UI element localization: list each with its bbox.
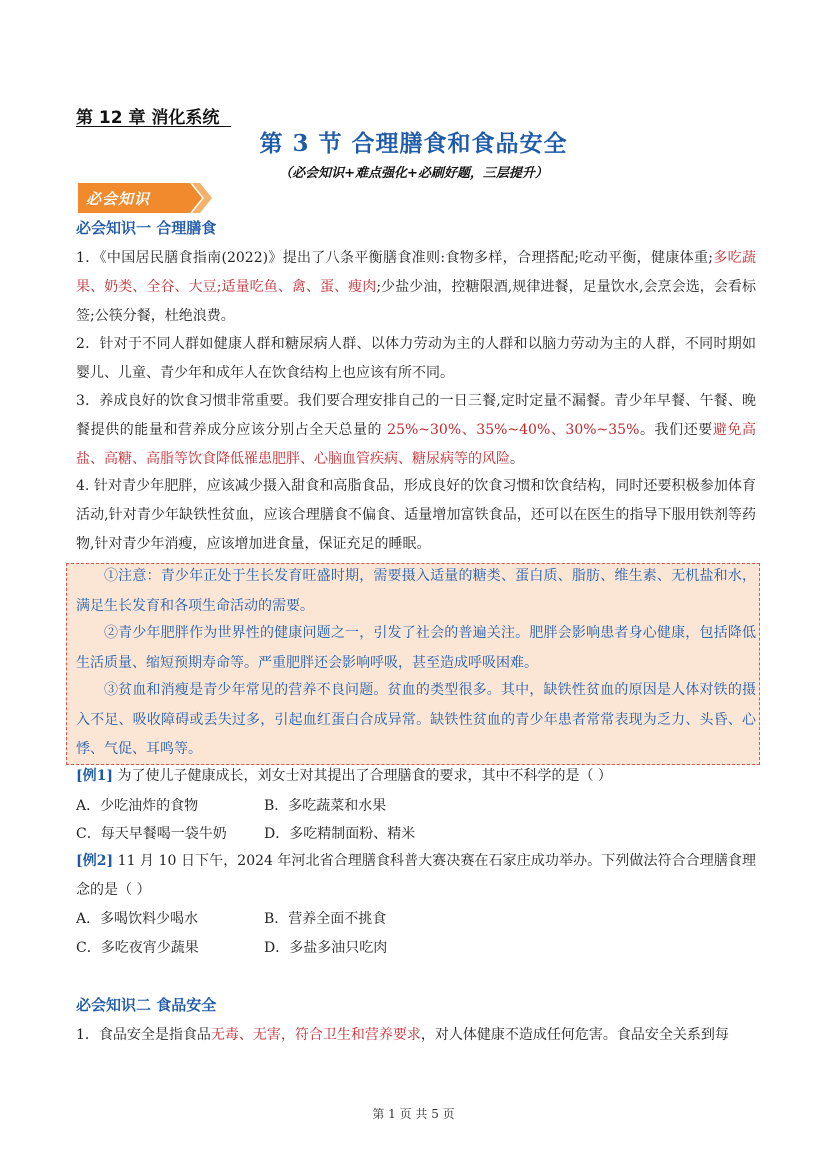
ex1-option-d: D．多吃精制面粉、精米 <box>264 826 416 842</box>
s1-paragraph-3 <box>76 387 756 474</box>
page-title: 第 3 节 合理膳食和食品安全 <box>259 130 568 157</box>
s2-paragraph-1 <box>76 1021 756 1050</box>
section2-heading: 必会知识二 食品安全 <box>76 996 217 1014</box>
note-2: ②青少年肥胖作为世界性的健康问题之一，引发了社会的普遍关注。肥胖会影响患者身心健康，包括降低生活质量、缩短预期寿命等。严重肥胖还会影响呼吸，甚至造成呼吸困难。 <box>76 625 756 671</box>
s2p1-c: ，对人体健康不造成任何危害。食品安全关系到每 <box>420 1027 729 1043</box>
s1p3-a: 3．养成良好的饮食习惯非常重要。我们要合理安排自己的一日三餐,定时定量不漏餐。青少年早餐、午餐、晚餐提供的能量和营养成分应该分别占全天总量的 <box>76 393 756 438</box>
page-subtitle: （必会知识+难点强化+必刷好题，三层提升） <box>279 166 548 181</box>
example-2-text: 11 月 10 日下午，2024 年河北省合理膳食科普大赛决赛在石家庄成功举办。下列做法符合合理膳食理念的是（ ） <box>76 853 756 898</box>
ex2-option-b: B．营养全面不挑食 <box>264 911 387 927</box>
note-3: ③贫血和消瘦是青少年常见的营养不良问题。贫血的类型很多。其中，缺铁性贫血的原因是人体对铁的摄入不足、吸收障碍或丢失过多，引起血红蛋白合成异常。缺铁性贫血的青少年患者常常表现为乏力、头昏、心悸、气促、耳鸣等。 <box>76 682 756 757</box>
note-1: ①注意：青少年正处于生长发育旺盛时期，需要摄入适量的糖类、蛋白质、脂肪、维生素、无机盐和水，满足生长发育和各项生命活动的需要。 <box>76 568 756 614</box>
ex1-option-c: C．每天早餐喝一袋牛奶 <box>76 826 227 842</box>
chapter-heading: 第 12 章 消化系统 <box>76 108 220 128</box>
ex2-option-c: C．多吃夜宵少蔬果 <box>76 940 199 956</box>
s1p3-e: 。 <box>510 451 524 467</box>
ex2-option-a: A．多喝饮料少喝水 <box>76 911 199 927</box>
ex2-option-d: D．多盐多油只吃肉 <box>264 940 388 956</box>
s1p3-c: 。我们还要 <box>639 422 713 438</box>
example-1-text: 为了使儿子健康成长，刘女士对其提出了合理膳食的要求，其中不科学的是（ ） <box>113 768 612 784</box>
ex1-option-b: B．多吃蔬菜和水果 <box>264 798 387 814</box>
s1p1-c: ;少盐少油，控糖限酒,规律进餐，足量饮水,会烹会选，会看标签;公筷分餐，杜绝浪费。 <box>76 279 756 324</box>
s1-paragraph-2: 2．针对于不同人群如健康人群和糖尿病人群、以体力劳动为主的人群和以脑力劳动为主的人群，不同时期如婴儿、儿童、青少年和成年人在饮食结构上也应该有所不同。 <box>76 336 756 381</box>
ex1-option-a: A．少吃油炸的食物 <box>76 798 199 814</box>
s1p3-b: 25%~30%、35%~40%、30%~35% <box>387 422 640 438</box>
s1p3-d: 避免高盐、高糖、高脂等饮食降低罹患肥胖、心脑血管疾病、糖尿病等的风险 <box>76 422 757 467</box>
s1-paragraph-4: 4. 针对青少年肥胖，应该减少摄入甜食和高脂食品，形成良好的饮食习惯和饮食结构，同时还要积极参加体育活动,针对青少年缺铁性贫血，应该合理膳食不偏食、适量增加富铁食品，还可以在医生的指导下服用铁剂等药物,针对青少年消瘦，应该增加进食量，保证充足的睡眠。 <box>76 478 756 552</box>
s2p1-b: 无毒、无害，符合卫生和营养要求 <box>210 1027 421 1043</box>
s2p1-a: 1．食品安全是指食品 <box>76 1027 211 1043</box>
banner-label: 必会知识 <box>86 190 151 208</box>
example-1-label: [例1] <box>76 768 113 784</box>
example-2-label: [例2] <box>76 853 114 869</box>
section1-heading: 必会知识一 合理膳食 <box>76 219 217 237</box>
s1p1-a: 1．《中国居民膳食指南(2022)》提出了八条平衡膳食准则:食物多样，合理搭配;吃动平衡，健康体重; <box>76 250 714 266</box>
example-2-question <box>76 847 756 905</box>
s1-paragraph-1 <box>76 244 756 331</box>
s1p1-b: 多吃蔬果、奶类、全谷、大豆;适量吃鱼、禽、蛋、瘦肉 <box>76 250 757 295</box>
page-footer: 第 1 页 共 5 页 <box>372 1107 455 1121</box>
example-1-question <box>76 762 756 791</box>
